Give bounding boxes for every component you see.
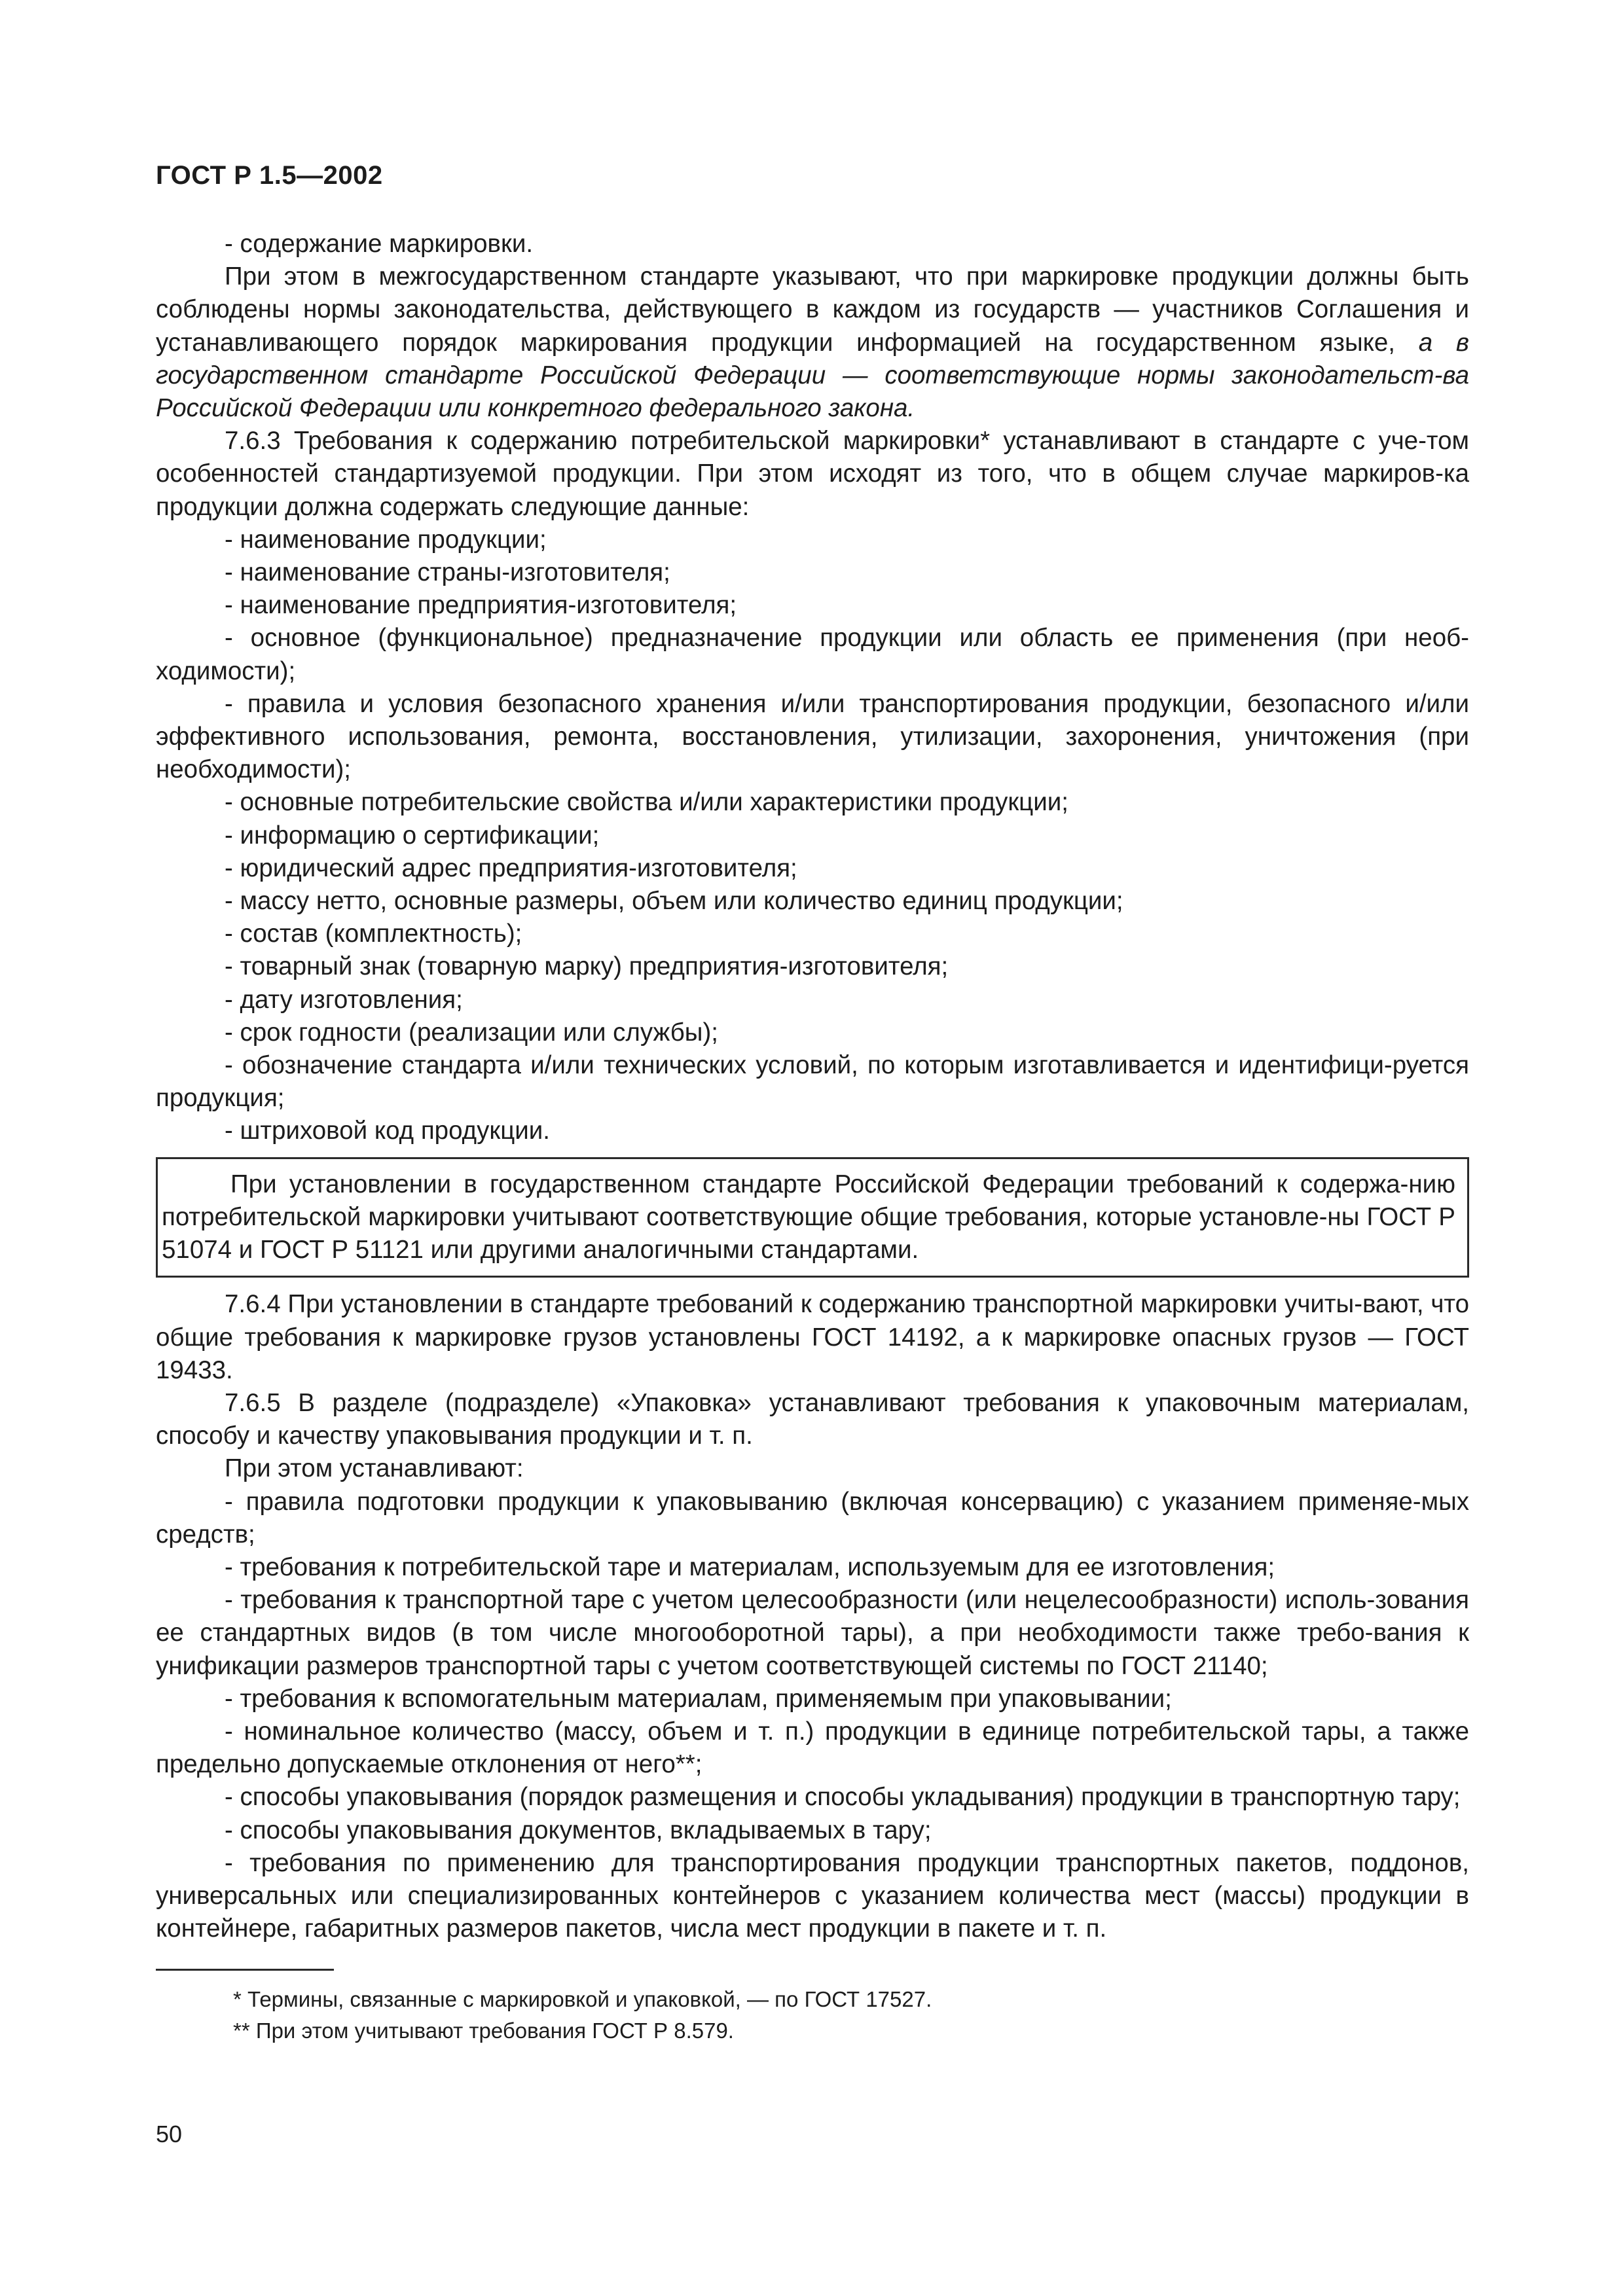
paragraph-legal-norms xyxy=(156,260,1469,425)
paragraph-text: При этом в межгосударственном стандарте указывают, что при маркировке продукции должны быть соблюдены нормы законодательства, действующего в каждом из государств — участников Соглашения и устанавливающего порядок маркирования продукции информацией на государственном языке, xyxy=(156,262,1469,357)
paragraph: 7.6.5 В разделе (подразделе) «Упаковка» устанавливают требования к упаковочным материалам, способу и качеству упаковывания продукции и т. п. xyxy=(156,1388,1469,1450)
list-item: - наименование страны-изготовителя; xyxy=(225,558,670,587)
list-item: - требования к вспомогательным материалам, применяемым при упаковывании; xyxy=(225,1684,1172,1713)
boxed-note-text: При установлении в государственном стандарте Российской Федерации требований к содержа-нию потребительской маркировки учитывают соответствующие общие требования, которые установле-ны ГОСТ Р 51074 и ГОСТ Р 51121 или другими аналогичными стандартами. xyxy=(162,1170,1455,1265)
paragraph: 7.6.3 Требования к содержанию потребительской маркировки* устанавливают в стандарте с уче-том особенностей стандартизуемой продукции. При этом исходят из того, что в общем случае маркиров-ка продукции должна содержать следующие данные: xyxy=(156,427,1469,521)
list-item: - требования к транспортной таре с учетом целесообразности (или нецелесообразности) исполь-зования ее стандартных видов (в том числе многооборотной тары), а при необходимости также требо-вания к унификации размеров транспортной тары с учетом соответствующей системы по ГОСТ 21140; xyxy=(156,1586,1469,1680)
list-item: - состав (комплектность); xyxy=(225,920,522,948)
footnote-divider xyxy=(156,1969,334,1971)
list-item: - дату изготовления; xyxy=(225,985,463,1014)
footnote: * Термины, связанные с маркировкой и упаковкой, — по ГОСТ 17527. xyxy=(233,1987,932,2011)
paragraph: 7.6.4 При установлении в стандарте требований к содержанию транспортной маркировки учиты-вают, что общие требования к маркировке грузов установлены ГОСТ 14192, а к маркировке опасных грузов — ГОСТ 19433. xyxy=(156,1290,1469,1384)
paragraph: При этом устанавливают: xyxy=(225,1454,524,1483)
footnote: ** При этом учитывают требования ГОСТ Р 8.579. xyxy=(233,2018,734,2043)
paragraph: - содержание маркировки. xyxy=(225,230,534,258)
list-item: - наименование предприятия-изготовителя; xyxy=(225,591,737,620)
boxed-note xyxy=(156,1157,1469,1278)
list-item: - товарный знак (товарную марку) предприятия-изготовителя; xyxy=(225,952,949,981)
main-text xyxy=(156,228,1469,1945)
list-item: - основные потребительские свойства и/или характеристики продукции; xyxy=(225,788,1068,817)
list-item: - наименование продукции; xyxy=(225,525,547,554)
list-item: - правила и условия безопасного хранения и/или транспортирования продукции, безопасного и/или эффективного использования, ремонта, восстановления, утилизации, захоронения, уничтожения (при необходимости); xyxy=(156,689,1469,784)
list-item: - способы упаковывания документов, вкладываемых в тару; xyxy=(225,1816,932,1844)
list-item: - юридический адрес предприятия-изготовителя; xyxy=(225,853,797,882)
list-item: - срок годности (реализации или службы); xyxy=(225,1018,718,1047)
footnotes xyxy=(156,1969,1469,2047)
page-number: 50 xyxy=(156,2121,183,2147)
list-item: - требования к потребительской таре и материалам, используемым для ее изготовления; xyxy=(225,1552,1275,1581)
document-code-header: ГОСТ Р 1.5—2002 xyxy=(156,161,383,190)
list-item: - штриховой код продукции. xyxy=(225,1117,550,1145)
list-item: - способы упаковывания (порядок размещения и способы укладывания) продукции в транспортную тару; xyxy=(225,1783,1461,1812)
list-item: - правила подготовки продукции к упаковыванию (включая консервацию) с указанием применяе-мых средств; xyxy=(156,1487,1469,1549)
list-item: - основное (функциональное) предназначение продукции или область ее применения (при необ-ходимости); xyxy=(156,624,1469,685)
list-item: - информацию о сертификации; xyxy=(225,821,600,850)
list-item: - массу нетто, основные размеры, объем или количество единиц продукции; xyxy=(225,887,1123,916)
list-item: - обозначение стандарта и/или технических условий, по которым изготавливается и идентифици-руется продукция; xyxy=(156,1051,1469,1113)
list-item: - требования по применению для транспортирования продукции транспортных пакетов, поддонов, универсальных или специализированных контейнеров с указанием количества мест (массы) продукции в контейнере, габаритных размеров пакетов, числа мест продукции в пакете и т. п. xyxy=(156,1848,1469,1943)
italic-insert: а в государственном стандарте Российской Федерации — соответствующие нормы законодательст-ва Российской Федерации или конкретного федерального закона. xyxy=(156,328,1469,423)
list-item: - номинальное количество (массу, объем и т. п.) продукции в единице потребительской тары, а также предельно допускаемые отклонения от него**; xyxy=(156,1717,1469,1779)
